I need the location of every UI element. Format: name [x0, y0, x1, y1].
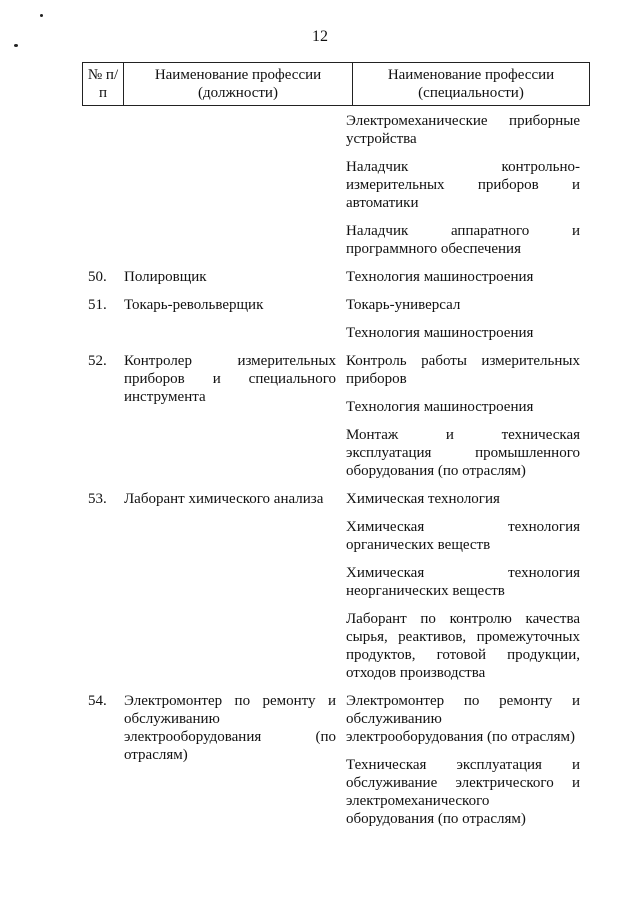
header-num: № п/п: [83, 63, 124, 106]
specialty-item: Технология машиностроения: [346, 325, 534, 341]
table-row: [82, 490, 590, 682]
scan-speck: [40, 14, 43, 17]
row-position: Электромонтер по ремонту и обслуживанию электрооборудования (по отраслям): [124, 693, 336, 763]
header-specialty: Наименование профессии (специальности): [353, 63, 590, 106]
specialty-item: Химическая технология неорганических веществ: [346, 565, 580, 599]
specialty-item: Контроль работы измерительных приборов: [346, 353, 580, 387]
row-number: 51.: [88, 297, 107, 313]
row-position: Токарь-револьверщик: [124, 297, 264, 313]
specialty-item: Монтаж и техническая эксплуатация промышленного оборудования (по отраслям): [346, 427, 580, 479]
table-row: [82, 352, 590, 480]
table-row: [82, 692, 590, 828]
row-specialties: [346, 296, 580, 342]
specialty-item: Электромеханические приборные устройства: [346, 113, 580, 147]
row-position: Полировщик: [124, 269, 207, 285]
specialty-item: Электромонтер по ремонту и обслуживанию электрооборудования (по отраслям): [346, 693, 580, 745]
row-specialties: [346, 692, 580, 828]
row-position: Контролер измерительных приборов и специального инструмента: [124, 353, 336, 405]
row-position: Лаборант химического анализа: [124, 491, 324, 507]
row-specialties: [346, 112, 580, 258]
specialty-item: Лаборант по контролю качества сырья, реактивов, промежуточных продуктов, готовой продукции, отходов производства: [346, 611, 580, 681]
table-body: [82, 112, 590, 838]
row-specialties: [346, 352, 580, 480]
row-specialties: [346, 268, 580, 286]
specialty-item: Токарь-универсал: [346, 297, 461, 313]
specialty-item: Технология машиностроения: [346, 269, 534, 285]
specialty-item: Технология машиностроения: [346, 399, 534, 415]
row-specialties: [346, 490, 580, 682]
row-number: 50.: [88, 269, 107, 285]
specialty-item: Химическая технология: [346, 491, 500, 507]
specialty-item: Химическая технология органических веществ: [346, 519, 580, 553]
specialty-item: Наладчик аппаратного и программного обеспечения: [346, 223, 580, 257]
table-row: [82, 296, 590, 342]
table-row: [82, 268, 590, 286]
table-header: [82, 62, 590, 106]
header-position: Наименование профессии (должности): [124, 63, 353, 106]
row-number: 54.: [88, 693, 107, 709]
page-number: 12: [312, 28, 328, 45]
specialty-item: Наладчик контрольно-измерительных приборов и автоматики: [346, 159, 580, 211]
table-row: [82, 112, 590, 258]
row-number: 52.: [88, 353, 107, 369]
row-number: 53.: [88, 491, 107, 507]
specialty-item: Техническая эксплуатация и обслуживание электрического и электромеханического оборудования (по отраслям): [346, 757, 580, 827]
